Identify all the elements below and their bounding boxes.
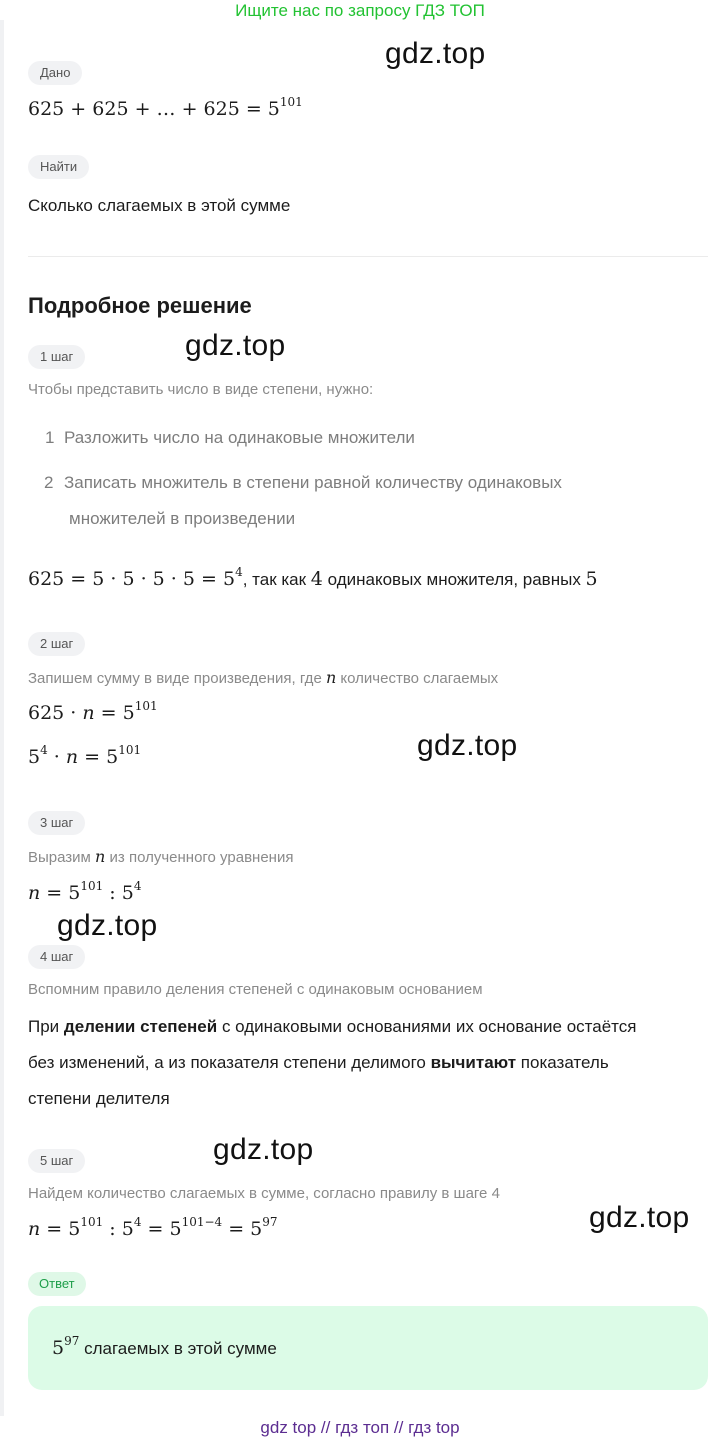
list-item: Записать множитель в степени равной количеству одинаковых	[64, 473, 562, 492]
rule-text-line: без изменений, а из показателя степени делимого вычитают показатель	[28, 1053, 609, 1072]
step-chip: 1 шаг	[28, 345, 85, 369]
rule-text-line: При делении степеней с одинаковыми основаниями их основание остаётся	[28, 1017, 637, 1036]
rule-text-line: степени делителя	[28, 1089, 170, 1108]
answer-chip: Ответ	[28, 1272, 86, 1296]
list-number: 2	[44, 473, 54, 492]
watermark: gdz.top	[57, 909, 158, 942]
given-chip: Дано	[28, 61, 82, 85]
step-intro: Чтобы представить число в виде степени, нужно:	[28, 381, 374, 398]
step2-equation-2: $5^4 \cdot n = 5^{101}$	[28, 743, 142, 768]
step-chip: 2 шаг	[28, 632, 85, 656]
step1-equation: $625 = 5 \cdot 5 \cdot 5 \cdot 5 = 5^4$, так как 4 одинаковых множителя, равных 5	[28, 565, 598, 590]
step-intro: Выразим n из полученного уравнения	[28, 847, 294, 866]
step-intro: Найдем количество слагаемых в сумме, согласно правилу в шаге 4	[28, 1185, 500, 1202]
step-intro: Запишем сумму в виде произведения, где n количество слагаемых	[28, 668, 499, 687]
solution-title: Подробное решение	[28, 293, 252, 318]
step5-equation: $n = 5^{101}$ : $5^4 = 5^{101-4} = 5^{97}$	[28, 1215, 278, 1240]
given-equation: 625 + 625 + … + $625 = 5^{101}$	[28, 95, 303, 120]
watermark: gdz.top	[385, 37, 486, 70]
watermark: gdz.top	[213, 1133, 314, 1166]
watermark: gdz.top	[417, 729, 518, 762]
list-number: 1	[45, 428, 55, 447]
step-intro: Вспомним правило деления степеней с одинаковым основанием	[28, 981, 483, 998]
watermark: gdz.top	[185, 329, 286, 362]
find-chip: Найти	[28, 155, 89, 179]
step-chip: 4 шаг	[28, 945, 85, 969]
step-chip: 5 шаг	[28, 1149, 85, 1173]
search-banner[interactable]: Ищите нас по запросу ГДЗ ТОП	[235, 1, 485, 20]
list-item-continuation: множителей в произведении	[69, 509, 296, 528]
answer-text: $5^{97}$ слагаемых в этой сумме	[52, 1334, 277, 1359]
step3-equation: $n = 5^{101}$ : $5^4$	[28, 879, 142, 904]
watermark: gdz.top	[589, 1201, 690, 1234]
step2-equation-1: $625 \cdot n = 5^{101}$	[28, 699, 158, 724]
find-text: Сколько слагаемых в этой сумме	[28, 196, 291, 215]
divider	[28, 256, 708, 257]
left-border	[0, 20, 4, 1416]
footer-links[interactable]: gdz top // гдз топ // гдз top	[260, 1418, 460, 1437]
step-chip: 3 шаг	[28, 811, 85, 835]
list-item: Разложить число на одинаковые множители	[64, 428, 415, 447]
